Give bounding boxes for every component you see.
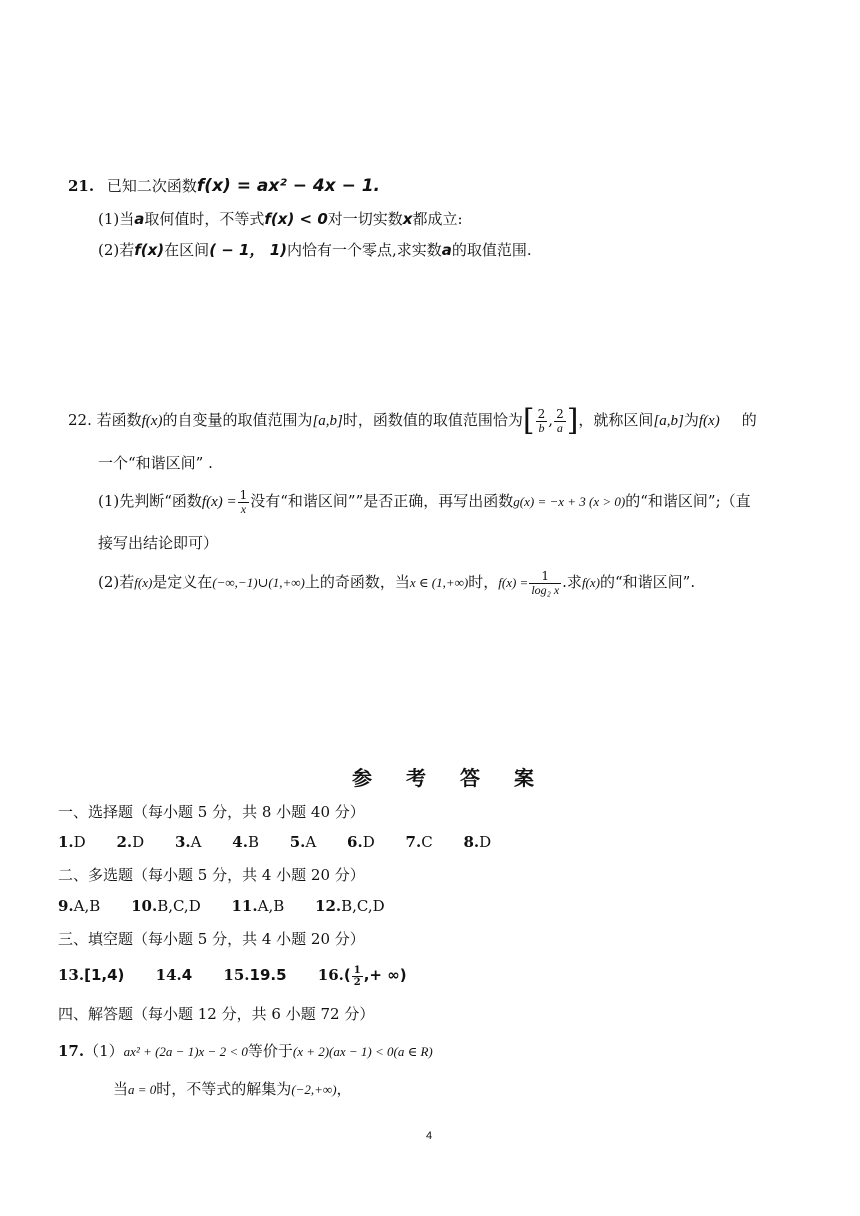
answers-section2-items	[58, 897, 411, 915]
q21-part2: (2)若f(x)在区间( − 1， 1)内恰有一个零点,求实数a的取值范围.	[98, 241, 532, 259]
answer-item: 3.A	[174, 833, 202, 851]
q21-number: 21.	[68, 177, 95, 195]
answer-item: 12.B,C,D	[315, 897, 385, 915]
answers-section3-items	[58, 958, 407, 992]
answers-section2-heading: 二、多选题（每小题 5 分，共 4 小题 20 分）	[58, 866, 365, 884]
answer-17-line2: 当a = 0时，不等式的解集为(−2,+∞)，	[113, 1080, 352, 1098]
answer-item: 6.D	[347, 833, 375, 851]
q22-fraction-2-b: $\frac{2}{b}$	[537, 406, 546, 435]
answer-item: 11.A,B	[231, 897, 285, 915]
q21-formula: f(x) = ax² − 4x − 1.	[196, 176, 381, 196]
answer-item: 13.[1,4)	[58, 966, 125, 984]
answer-item: 9.A,B	[58, 897, 101, 915]
answer-item: 16.( $\frac{1}{2}$ ,+ ∞)	[317, 964, 407, 988]
answer-item: 8.D	[463, 833, 492, 851]
q21-part1: (1)当a取何值时，不等式f(x) < 0对一切实数x都成立:	[98, 210, 463, 228]
q22-stem: 22. 若函数f(x)的自变量的取值范围为[a,b]时，函数值的取值范围恰为[ $\frac{2}{b}$ , $\frac{2}{a}$ ]，就称区间[a,b]为f(x) 的	[68, 403, 757, 438]
q22-part2: (2)若f(x)是定义在(−∞,−1)∪(1,+∞)上的奇函数，当x ∈ (1,+∞)时，f(x) = $\frac{1}{\text{log₂ x}}$ .求f(x)的“和谐区间”.	[98, 568, 696, 597]
answer-item: 2.D	[116, 833, 145, 851]
answer-item: 15.19.5	[223, 966, 287, 984]
answer-item: 1.D	[58, 833, 86, 851]
answers-section4-heading: 四、解答题（每小题 12 分，共 6 小题 72 分）	[58, 1005, 375, 1023]
q22-fraction-2-a: $\frac{2}{a}$	[556, 406, 564, 435]
q22-fraction-log: $\frac{1}{\text{log₂ x}}$	[531, 568, 560, 597]
answer-item: 14.4	[155, 966, 193, 984]
q22-stem-line2: 一个“和谐区间” .	[98, 454, 213, 472]
q22-part1: (1)先判断“函数f(x) = $\frac{1}{x}$ 没有“和谐区间””是否正确，再写出函数g(x) = −x + 3 (x > 0)的“和谐区间”;（直	[98, 487, 751, 516]
answers-title: 参考答案	[352, 766, 568, 790]
answer-item: 10.B,C,D	[131, 897, 201, 915]
answers-section1-items	[58, 833, 517, 851]
answer-item: 4.B	[232, 833, 259, 851]
answer-17-line1: 17.（1）ax² + (2a − 1)x − 2 < 0等价于(x + 2)(ax − 1) < 0(a ∈ R)	[58, 1042, 433, 1060]
page-number: 4	[426, 1130, 433, 1142]
answers-section1-heading: 一、选择题（每小题 5 分，共 8 小题 40 分）	[58, 803, 365, 821]
answer-item: 7.C	[405, 833, 433, 851]
q22-part1-line2: 接写出结论即可）	[98, 534, 219, 552]
q21-stem: 21. 已知二次函数f(x) = ax² − 4x − 1.	[68, 176, 381, 196]
q22-fraction-1-x: $\frac{1}{x}$	[239, 487, 248, 516]
answer-item: 5.A	[289, 833, 317, 851]
answers-section3-heading: 三、填空题（每小题 5 分，共 4 小题 20 分）	[58, 930, 365, 948]
